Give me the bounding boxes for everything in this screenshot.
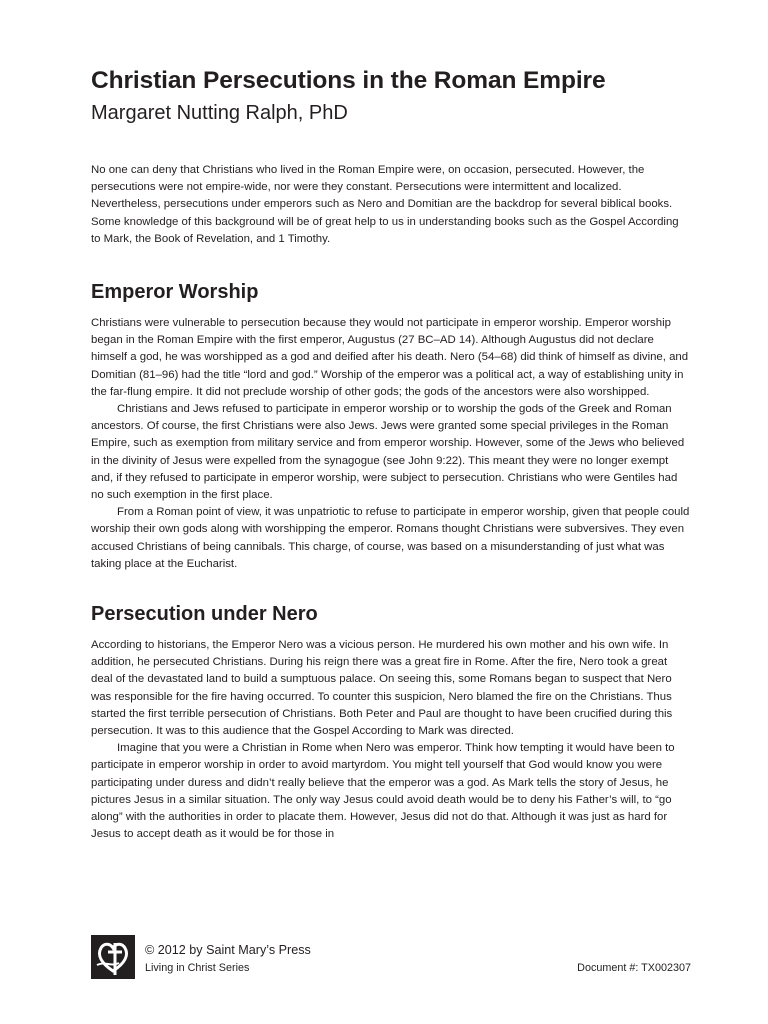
intro-paragraph: No one can deny that Christians who lived in the Roman Empire were, on occasion, persecuted. However, the persecutions were not empire-wide, nor were they constant. Persecutions were intermittent and localized. Nevertheless, persecutions under emperors such as Nero and Domitian are the backdrop for several biblical books. Some knowledge of this background will be of great help to us in understanding books such as the Gospel According to Mark, the Book of Revelation, and 1 Timothy. <box>91 164 679 245</box>
saint-marys-press-logo-icon <box>91 935 135 979</box>
document-page <box>91 64 691 844</box>
copyright-text: © 2012 by Saint Mary’s Press <box>145 943 311 957</box>
document-number: Document #: TX002307 <box>577 962 691 974</box>
series-name: Living in Christ Series <box>145 962 250 974</box>
section-heading-emperor-worship: Emperor Worship <box>91 281 259 304</box>
body-paragraph: Christians and Jews refused to participate in emperor worship or to worship the gods of the Greek and Roman ancestors. Of course, the first Christians were also Jews. Jews were granted some special privileges in the Roman Empire, such as exemption from military service and from emperor worship. However, some of the Jews who believed in the divinity of Jesus were expelled from the synagogue (see John 9:22). This meant they were no longer exempt and, if they refused to participate in emperor worship, were subject to persecution. Christians who were Gentiles had no such exemption in the first place. <box>91 403 685 502</box>
page-footer <box>91 935 691 985</box>
body-paragraph: Christians were vulnerable to persecution because they would not participate in emperor worship. Emperor worship began in the Roman Empire with the first emperor, Augustus (27 BC–AD 14). Although Augustus did not declare himself a god, he was worshipped as a god and deified after his death. Nero (54–68) did think of himself as divine, and Domitian (81–96) had the title “lord and god.” Worship of the emperor was a political act, a way of establishing unity in the far-flung empire. It did not preclude worship of other gods; the gods of the ancestors were also worshipped. <box>91 317 689 398</box>
body-paragraph: According to historians, the Emperor Nero was a vicious person. He murdered his own mother and his own wife. In addition, he persecuted Christians. During his reign there was a great fire in Rome. After the fire, Nero took a great deal of the devastated land to build a sumptuous palace. On seeing this, some Romans began to suspect that Nero was responsible for the fire having occurred. To counter this suspicion, Nero blamed the fire on the Christians. Thus started the first terrible persecution of Christians. Both Peter and Paul are thought to have been crucified during this persecution. It was to this audience that the Gospel According to Mark was directed. <box>91 639 673 738</box>
body-paragraph: From a Roman point of view, it was unpatriotic to refuse to participate in emperor worship, given that people could worship their own gods along with worshipping the emperor. Romans thought Christians were subversives. They even accused Christians of being cannibals. This charge, of course, was based on a misunderstanding of just what was taking place at the Eucharist. <box>91 506 690 570</box>
document-author: Margaret Nutting Ralph, PhD <box>91 102 348 124</box>
document-title: Christian Persecutions in the Roman Empire <box>91 67 606 94</box>
section-heading-persecution-under-nero: Persecution under Nero <box>91 603 318 626</box>
body-paragraph: Imagine that you were a Christian in Rome when Nero was emperor. Think how tempting it would have been to participate in emperor worship in order to avoid martyrdom. You might tell yourself that God would know you were participating under duress and didn’t really believe that the emperor was a god. As Mark tells the story of Jesus, he pictures Jesus in a similar situation. The only way Jesus could avoid death would be to deny his Father’s will, to “go along” with the authorities in order to placate them. However, Jesus did not do that. Although it was just as hard for Jesus to accept death as it would be for those in <box>91 742 675 841</box>
